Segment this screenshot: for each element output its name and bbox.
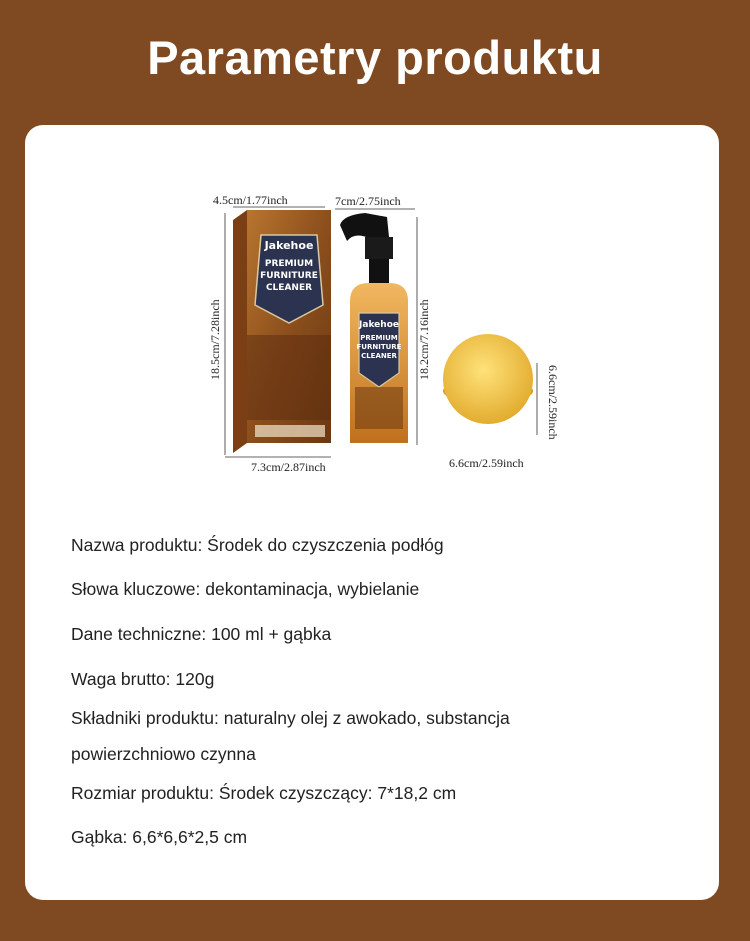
box-label-line: PREMIUM — [264, 259, 314, 269]
spray-bottle — [340, 213, 408, 443]
box-brand: Jakehoe — [264, 239, 314, 252]
box-width-label: 4.5cm/1.77inch — [213, 193, 288, 207]
spec-product-size: Rozmiar produktu: Środek czyszczący: 7*18,2 cm — [71, 783, 457, 803]
box-height-label: 18.5cm/7.28inch — [208, 299, 222, 380]
spec-keywords: Słowa kluczowe: dekontaminacja, wybielanie — [71, 579, 420, 599]
spec-product-name: Nazwa produktu: Środek do czyszczenia podłóg — [71, 535, 444, 555]
spec-gross-weight: Waga brutto: 120g — [71, 669, 215, 689]
sponge — [443, 334, 533, 424]
product-card — [25, 125, 719, 900]
bottle-brand: Jakehoe — [359, 320, 399, 330]
spec-ingredients: Składniki produktu: naturalny olej z awokado, substancja — [71, 708, 510, 728]
bottle-width-label: 7cm/2.75inch — [335, 194, 401, 208]
spec-technical-data: Dane techniczne: 100 ml + gąbka — [71, 624, 332, 644]
spec-sponge-size: Gąbka: 6,6*6,6*2,5 cm — [71, 827, 248, 847]
bottle-label-line: PREMIUM — [360, 334, 398, 342]
product-image — [25, 125, 719, 485]
bottle-label-line: CLEANER — [361, 352, 397, 360]
bottle-height-label: 18.2cm/7.16inch — [417, 299, 431, 380]
box-packaging — [233, 210, 331, 453]
sponge-height-label: 6.6cm/2.59inch — [546, 365, 560, 440]
sponge-width-label: 6.6cm/2.59inch — [449, 456, 524, 470]
box-depth-label: 7.3cm/2.87inch — [251, 460, 326, 474]
page-title: Parametry produktu — [147, 31, 603, 84]
spec-ingredients-continued: powierzchniowo czynna — [71, 744, 256, 764]
box-label-line: FURNITURE — [260, 271, 318, 281]
bottle-label-line: FURNITURE — [356, 343, 402, 351]
box-label-line: CLEANER — [265, 283, 313, 293]
